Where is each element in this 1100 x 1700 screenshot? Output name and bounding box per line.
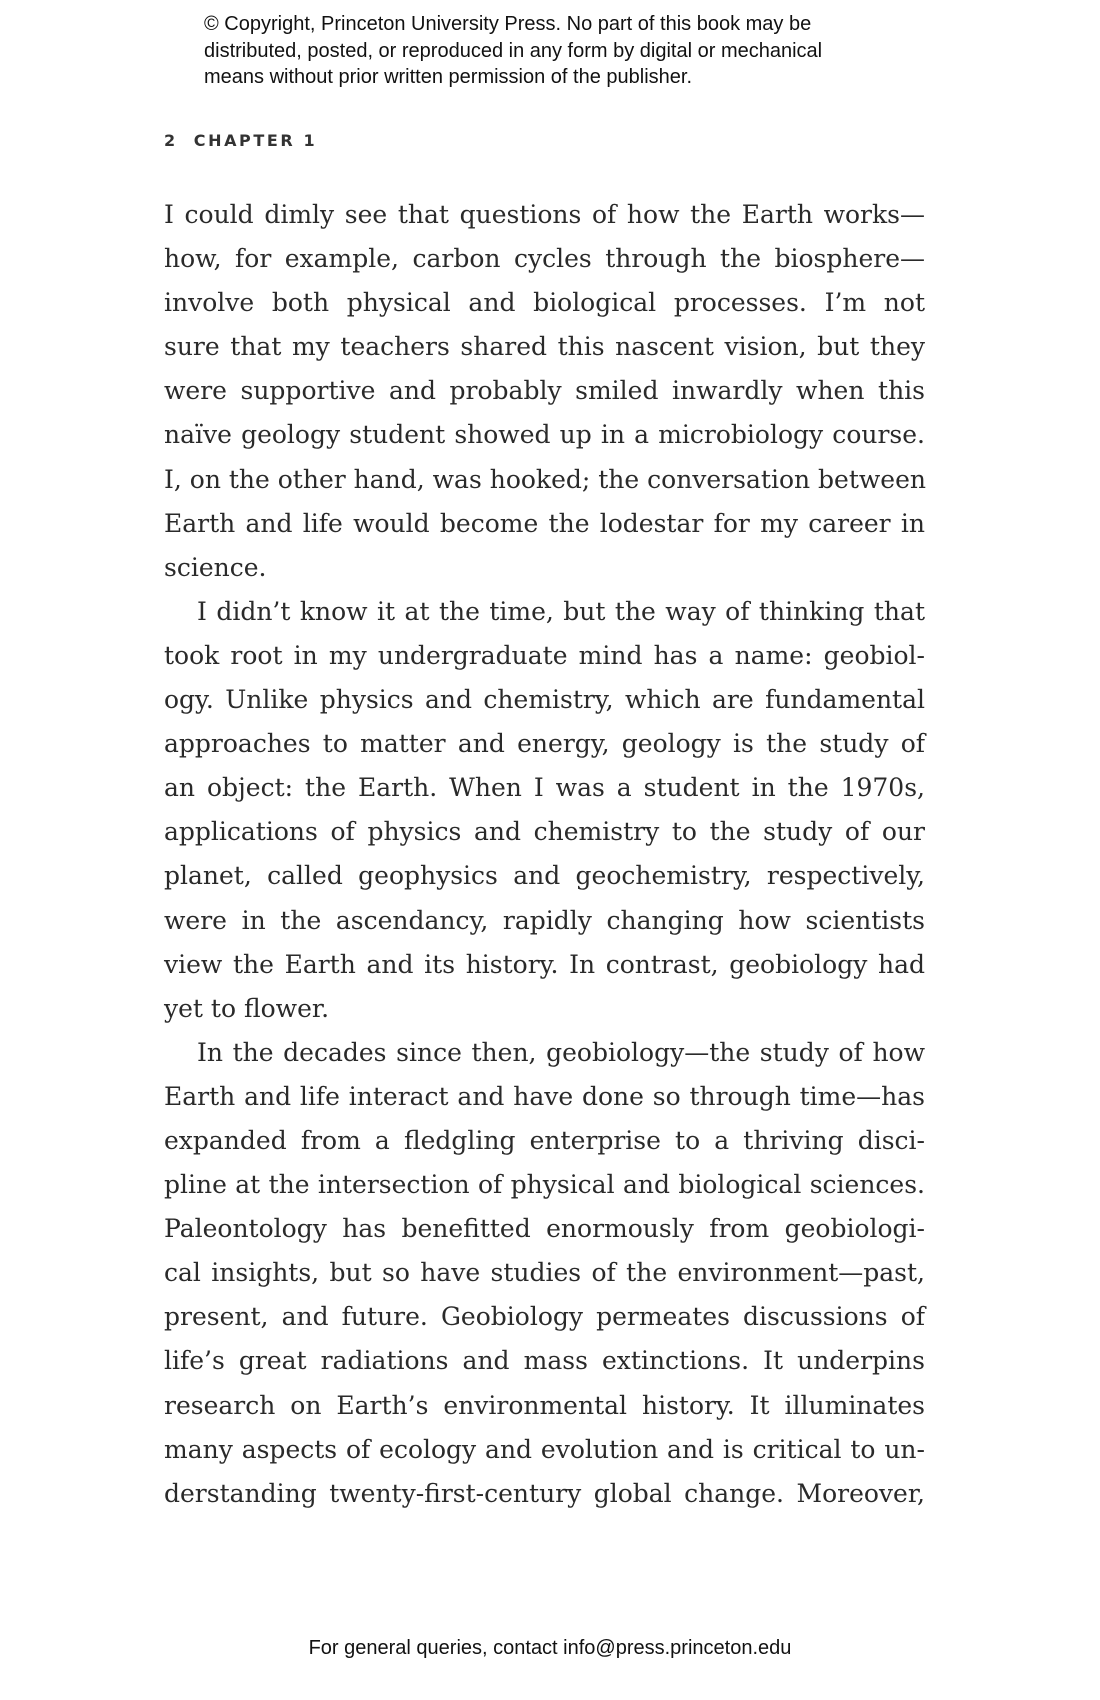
text-line: took root in my undergraduate mind has a name: geobiol-	[164, 640, 925, 670]
text-line: expanded from a fledgling enterprise to a thriving disci-	[164, 1125, 925, 1155]
text-line: yet to flower.	[164, 993, 330, 1023]
text-line: life’s great radiations and mass extinctions. It underpins	[164, 1346, 925, 1376]
copyright-line: means without prior written permission of the publisher.	[204, 66, 693, 88]
text-line: approaches to matter and energy, geology is the study of	[164, 729, 925, 759]
running-head	[164, 131, 317, 150]
copyright-line: © Copyright, Princeton University Press. No part of this book may be	[204, 13, 812, 35]
text-line: I didn’t know it at the time, but the way of thinking that	[197, 596, 925, 626]
body-text	[164, 193, 925, 1516]
text-line: science.	[164, 552, 267, 582]
text-line: present, and future. Geobiology permeates discussions of	[164, 1302, 925, 1332]
text-line: an object: the Earth. When I was a student in the 1970s,	[164, 773, 925, 803]
text-line: Paleontology has benefitted enormously from geobiologi-	[164, 1214, 925, 1244]
text-line: pline at the intersection of physical and biological sciences.	[164, 1170, 925, 1200]
text-line: applications of physics and chemistry to the study of our	[164, 817, 925, 847]
footer-contact: For general queries, contact info@press.princeton.edu	[308, 1637, 792, 1659]
text-line: were supportive and probably smiled inwardly when this	[164, 376, 925, 406]
text-line: ogy. Unlike physics and chemistry, which are fundamental	[164, 685, 925, 715]
text-line: research on Earth’s environmental history. It illuminates	[164, 1390, 925, 1420]
text-line: naïve geology student showed up in a microbiology course.	[164, 420, 925, 450]
copyright-line: distributed, posted, or reproduced in any form by digital or mechanical	[204, 39, 823, 62]
paragraph	[164, 193, 925, 590]
text-line: view the Earth and its history. In contrast, geobiology had	[164, 949, 925, 979]
text-line: sure that my teachers shared this nascent vision, but they	[164, 332, 925, 362]
paragraph	[164, 1031, 925, 1516]
text-line: I, on the other hand, was hooked; the conversation between	[164, 464, 926, 494]
copyright-notice	[204, 11, 822, 91]
chapter-title: CHAPTER 1	[193, 131, 318, 150]
text-line: planet, called geophysics and geochemistry, respectively,	[164, 861, 925, 891]
text-line: involve both physical and biological processes. I’m not	[164, 288, 925, 318]
text-line: cal insights, but so have studies of the environment—past,	[164, 1258, 925, 1288]
text-line: Earth and life would become the lodestar for my career in	[164, 508, 925, 538]
text-line: In the decades since then, geobiology—the study of how	[197, 1037, 925, 1067]
text-line: Earth and life interact and have done so through time—has	[164, 1081, 925, 1111]
text-line: derstanding twenty-first-century global change. Moreover,	[164, 1478, 925, 1508]
text-line: how, for example, carbon cycles through the biosphere—	[164, 244, 925, 274]
page-number: 2	[164, 131, 178, 150]
paragraph	[164, 590, 925, 1031]
text-line: I could dimly see that questions of how the Earth works—	[164, 200, 925, 229]
text-line: many aspects of ecology and evolution and is critical to un-	[164, 1434, 925, 1464]
text-line: were in the ascendancy, rapidly changing how scientists	[164, 905, 925, 935]
